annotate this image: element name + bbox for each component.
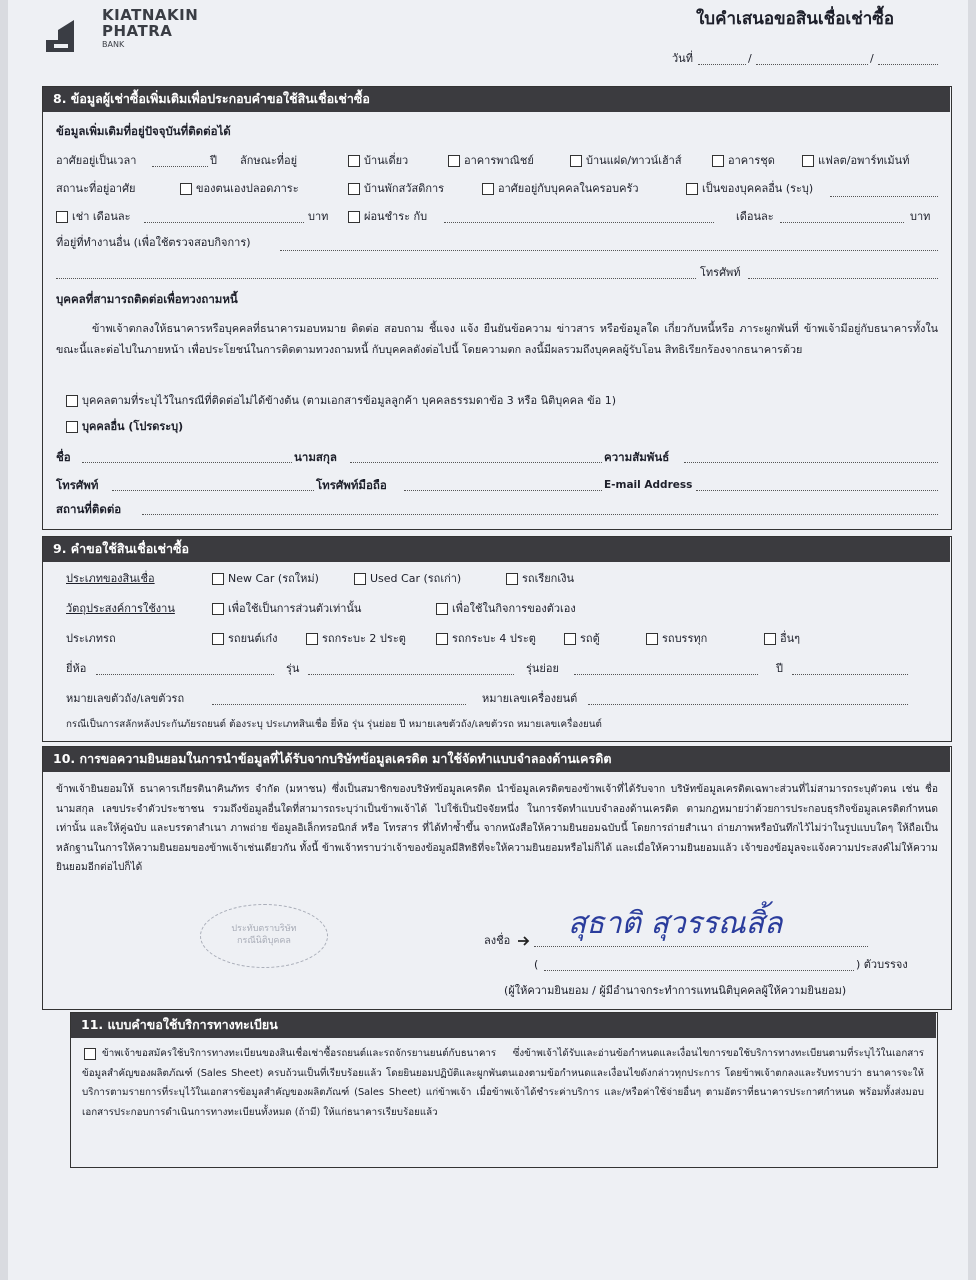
checkbox[interactable] — [686, 183, 698, 195]
section8-box — [42, 86, 952, 530]
residence-type-flat[interactable]: แฟลต/อพาร์ทเม้นท์ — [802, 154, 909, 168]
contact-tel-field[interactable] — [112, 490, 314, 491]
contact-relation-label: ความสัมพันธ์ — [604, 450, 670, 464]
bracket-open: ( — [534, 958, 539, 971]
rent-amount-field[interactable] — [144, 222, 304, 223]
installment-with-field[interactable] — [444, 222, 714, 223]
car-type-pickup-2door[interactable]: รถกระบะ 2 ประตู — [306, 632, 406, 646]
monthly-baht: บาท — [910, 210, 931, 223]
section10-body: ข้าพเจ้ายินยอมให้ ธนาคารเกียรตินาคินภัทร จำกัด (มหาชน) ซึ่งเป็นสมาชิกของบริษัทข้อมูลเครดิต นำข้อมูลเครดิตของข้าพเจ้าที่ได้รับจาก บริษัทข้อมูลเครดิตเฉพาะส่วนที่ไม่สามารถระบุตัวตน เช่น ชื่อ นามสกุล เลขประจำตัวประชาชน รวมถึงข้อมูลอื่นใดที่สามารถระบุว่าเป็นข้าพเจ้าได้ ไปใช้เป็นปัจจัยหนึ่ง ในการจัดทำแบบจำลองด้านเครดิต ตามกฎหมายว่าด้วยการประกอบธุรกิจข้อมูลเครดิตกำหนดเท่านั้น และให้คู่ฉบับ และบรรดาสำเนา ภาพถ่าย ข้อมูลอิเล็กทรอนิกส์ หรือ โทรสาร ที่ได้ทำซ้ำขึ้น จากหนังสือให้ความยินยอมฉบับนี้ โดยการถ่ายสำเนา ถ่ายภาพหรือบันทึกไว้ไม่ว่าในรูปแบบใดๆ ให้ถือเป็นหลักฐานในการให้ความยินยอมของข้าพเจ้าเช่นเดียวกัน ทั้งนี้ ข้าพเจ้าทราบว่าเจ้าของข้อมูลมีสิทธิที่จะให้ความยินยอมหรือไม่ก็ได้ และเมื่อให้ความยินยอมแล้ว เจ้าของข้อมูลจะแจ้งความประสงค์ไม่ให้ความยินยอมอีกต่อไปก็ได้ — [56, 784, 938, 873]
checkbox[interactable] — [212, 603, 224, 615]
logo-line3: BANK — [102, 40, 125, 49]
duration-field[interactable] — [152, 166, 208, 167]
checkbox[interactable] — [66, 395, 78, 407]
purpose-business[interactable]: เพื่อใช้ในกิจการของตัวเอง — [436, 602, 576, 616]
engine-label: หมายเลขเครื่องยนต์ — [482, 692, 578, 705]
installment-option[interactable]: ผ่อนชำระ กับ — [348, 210, 427, 224]
contact-option-2[interactable]: บุคคลอื่น (โปรดระบุ) — [66, 420, 183, 434]
purpose-personal[interactable]: เพื่อใช้เป็นการส่วนตัวเท่านั้น — [212, 602, 361, 616]
model-field[interactable] — [308, 674, 514, 675]
residence-type-condo[interactable]: อาคารชุด — [712, 154, 775, 168]
bank-logo — [44, 6, 244, 52]
logo-line2: PHATRA — [102, 22, 173, 40]
submodel-label: รุ่นย่อย — [526, 662, 559, 675]
checkbox[interactable] — [482, 183, 494, 195]
form-page — [8, 0, 968, 1280]
form-title: ใบคำเสนอขอสินเชื่อเช่าซื้อ — [696, 9, 895, 29]
section9-title: 9. คำขอใช้สินเชื่อเช่าซื้อ — [43, 537, 950, 562]
address-heading: ข้อมูลเพิ่มเติมที่อยู่ปัจจุบันที่ติดต่อได้ — [56, 124, 231, 138]
checkbox[interactable] — [448, 155, 460, 167]
monthly-label: เดือนละ — [736, 210, 774, 223]
model-label: รุ่น — [286, 662, 300, 675]
contact-name-label: ชื่อ — [56, 450, 71, 464]
status-other[interactable]: เป็นของบุคคลอื่น (ระบุ) — [686, 182, 813, 196]
sign-label: ลงชื่อ — [484, 934, 511, 947]
checkbox[interactable] — [212, 573, 224, 585]
residence-type-label: ลักษณะที่อยู่ — [240, 154, 298, 167]
checkbox[interactable] — [348, 211, 360, 223]
checkbox[interactable] — [646, 633, 658, 645]
section10-title: 10. การขอความยินยอมในการนำข้อมูลที่ได้รับจากบริษัทข้อมูลเครดิต มาใช้จัดทำแบบจำลองด้านเครดิต — [43, 747, 950, 772]
section9-note: กรณีเป็นการสลักหลังประกันภัยรถยนต์ ต้องระบุ ประเภทสินเชื่อ ยี่ห้อ รุ่น รุ่นย่อย ปี หมายเลขตัวถัง/เลขตัวรถ หมายเลขเครื่องยนต์ — [66, 719, 602, 730]
date-month-field[interactable] — [756, 64, 868, 65]
checkbox[interactable] — [436, 633, 448, 645]
duration-label: อาศัยอยู่เป็นเวลา — [56, 154, 137, 167]
year-field[interactable] — [792, 674, 908, 675]
sign-here-arrow-icon — [516, 934, 532, 948]
checkbox[interactable] — [212, 633, 224, 645]
checkbox[interactable] — [348, 183, 360, 195]
section8-title: 8. ข้อมูลผู้เช่าซื้อเพิ่มเติมเพื่อประกอบคำขอใช้สินเชื่อเช่าซื้อ — [43, 87, 950, 112]
contact-tel-label: โทรศัพท์ — [56, 478, 99, 492]
signer-caption: (ผู้ให้ความยินยอม / ผู้มีอำนาจกระทำการแทนนิติบุคคลผู้ให้ความยินยอม) — [504, 984, 847, 997]
checkbox[interactable] — [354, 573, 366, 585]
status-other-field[interactable] — [830, 196, 938, 197]
other-workplace-field-2[interactable] — [56, 278, 696, 279]
phone-label: โทรศัพท์ — [700, 266, 741, 279]
checkbox[interactable] — [570, 155, 582, 167]
residence-type-shophouse[interactable]: อาคารพาณิชย์ — [448, 154, 534, 168]
contact-option-1[interactable]: บุคคลตามที่ระบุไว้ในกรณีที่ติดต่อไม่ได้ข้างต้น (ตามเอกสารข้อมูลลูกค้า บุคคลธรรมดาข้อ 3 หรือ นิติบุคคล ข้อ 1) — [66, 394, 616, 408]
engine-field[interactable] — [588, 704, 908, 705]
checkbox[interactable] — [506, 573, 518, 585]
other-workplace-field[interactable] — [280, 250, 938, 251]
status-label: สถานะที่อยู่อาศัย — [56, 182, 136, 195]
product-type-cash[interactable]: รถเรียกเงิน — [506, 572, 574, 586]
year-label: ปี — [776, 662, 783, 675]
date-year-field[interactable] — [878, 64, 938, 65]
bank-logo-mark-icon — [44, 18, 104, 52]
contact-place-field[interactable] — [142, 514, 938, 515]
section11-title: 11. แบบคำขอใช้บริการทางทะเบียน — [71, 1013, 936, 1038]
brand-field[interactable] — [96, 674, 274, 675]
checkbox[interactable] — [306, 633, 318, 645]
year-unit: ปี — [210, 154, 217, 167]
status-owned[interactable]: ของตนเองปลอดภาระ — [180, 182, 299, 196]
product-type-label: ประเภทของสินเชื่อ — [66, 572, 155, 585]
bracket-close: ) ตัวบรรจง — [856, 958, 908, 971]
other-workplace-label: ที่อยู่ที่ทำงานอื่น (เพื่อใช้ตรวจสอบกิจการ) — [56, 236, 251, 249]
checkbox[interactable] — [802, 155, 814, 167]
phone-field[interactable] — [748, 278, 938, 279]
date-sep-2: / — [870, 52, 874, 65]
car-type-sedan[interactable]: รถยนต์เก๋ง — [212, 632, 277, 646]
car-type-other[interactable]: อื่นๆ — [764, 632, 800, 646]
contact-name-field[interactable] — [82, 462, 292, 463]
residence-type-townhouse[interactable]: บ้านแฝด/ทาวน์เฮ้าส์ — [570, 154, 682, 168]
checkbox[interactable] — [764, 633, 776, 645]
product-type-new[interactable]: New Car (รถใหม่) — [212, 572, 319, 586]
checkbox[interactable] — [564, 633, 576, 645]
date-day-field[interactable] — [698, 64, 746, 65]
contact-mobile-field[interactable] — [404, 490, 602, 491]
car-type-van[interactable]: รถตู้ — [564, 632, 600, 646]
logo-line1: KIATNAKIN — [102, 6, 199, 24]
checkbox[interactable] — [180, 183, 192, 195]
product-type-used[interactable]: Used Car (รถเก่า) — [354, 572, 461, 586]
contact-consent-text: ข้าพเจ้าตกลงให้ธนาคารหรือบุคคลที่ธนาคารมอบหมาย ติดต่อ สอบถาม ชี้แจง แจ้ง ยืนยันข้อความ ข่าวสาร หรือข้อมูลใด เกี่ยวกับหนี้หรือ ภาระผูกพันที่ ข้าพเจ้ามีอยู่กับธนาคารทั้งในขณะนี้และต่อไปในภายหน้า เพื่อประโยชน์ในการติดตามทวงถามหนี้ กับบุคคลดังต่อไปนี้ โดยความตก ลงนี้มีผลรวมถึงบุคคลผู้รับโอน สิทธิเรียกร้องจากธนาคารด้วย — [56, 322, 938, 356]
contact-surname-label: นามสกุล — [294, 450, 337, 464]
monthly-amount-field[interactable] — [780, 222, 904, 223]
printed-name-field[interactable] — [544, 970, 854, 971]
checkbox[interactable] — [436, 603, 448, 615]
checkbox[interactable] — [712, 155, 724, 167]
car-type-truck[interactable]: รถบรรทุก — [646, 632, 707, 646]
contact-mobile-label: โทรศัพท์มือถือ — [316, 478, 387, 492]
company-stamp-placeholder: ประทับตราบริษัท กรณีนิติบุคคล — [200, 904, 328, 968]
contact-surname-field[interactable] — [350, 462, 602, 463]
signature: สุธาติ สุวรรณสิ้ล — [568, 906, 783, 941]
residence-type-house[interactable]: บ้านเดี่ยว — [348, 154, 408, 168]
date-sep-1: / — [748, 52, 752, 65]
status-family[interactable]: อาศัยอยู่กับบุคคลในครอบครัว — [482, 182, 639, 196]
checkbox[interactable] — [348, 155, 360, 167]
contact-place-label: สถานที่ติดต่อ — [56, 502, 122, 516]
rent-option[interactable]: เช่า เดือนละ — [56, 210, 131, 224]
status-welfare[interactable]: บ้านพักสวัสดิการ — [348, 182, 444, 196]
purpose-label: วัตถุประสงค์การใช้งาน — [66, 602, 175, 615]
chassis-field[interactable] — [212, 704, 466, 705]
contact-email-label: E-mail Address — [604, 479, 693, 491]
checkbox[interactable] — [56, 211, 68, 223]
submodel-field[interactable] — [574, 674, 758, 675]
rent-baht: บาท — [308, 210, 329, 223]
date-label: วันที่ — [672, 52, 693, 65]
checkbox[interactable] — [66, 421, 78, 433]
contact-heading: บุคคลที่สามารถติดต่อเพื่อทวงถามหนี้ — [56, 292, 238, 306]
section11-body: ข้าพเจ้าขอสมัครใช้บริการทางทะเบียนของสินเชื่อเช่าซื้อรถยนต์และรถจักรยานยนต์กับธนาคาร ซึ่งข้าพเจ้าได้รับและอ่านข้อกำหนดและเงื่อนไขการขอใช้บริการทางทะเบียนตามที่ระบุไว้ในเอกสารข้อมูลสำคัญของผลิตภัณฑ์ (Sales Sheet) ครบถ้วนเป็นที่เรียบร้อยแล้ว โดยยินยอมปฏิบัติและผูกพันตนเองตามข้อกำหนดและเงื่อนไขดังกล่าวทุกประการ โดยข้าพเจ้าตกลงและรับทราบว่า ธนาคารจะให้บริการตามรายการที่ระบุไว้ในเอกสารข้อมูลสำคัญของผลิตภัณฑ์ (Sales Sheet) แก่ข้าพเจ้า เมื่อข้าพเจ้าได้ชำระค่าบริการ และ/หรือค่าใช้จ่ายอื่นๆ ตามอัตราที่ธนาคารประกาศกำหนด พร้อมทั้งส่งมอบเอกสารประกอบการดำเนินการทางทะเบียนทั้งหมด (ถ้ามี) ให้แก่ธนาคารเรียบร้อยแล้ว — [82, 1048, 924, 1118]
car-type-label: ประเภทรถ — [66, 632, 116, 645]
contact-email-field[interactable] — [696, 490, 938, 491]
car-type-pickup-4door[interactable]: รถกระบะ 4 ประตู — [436, 632, 536, 646]
chassis-label: หมายเลขตัวถัง/เลขตัวรถ — [66, 692, 185, 705]
brand-label: ยี่ห้อ — [66, 662, 87, 675]
contact-relation-field[interactable] — [684, 462, 938, 463]
